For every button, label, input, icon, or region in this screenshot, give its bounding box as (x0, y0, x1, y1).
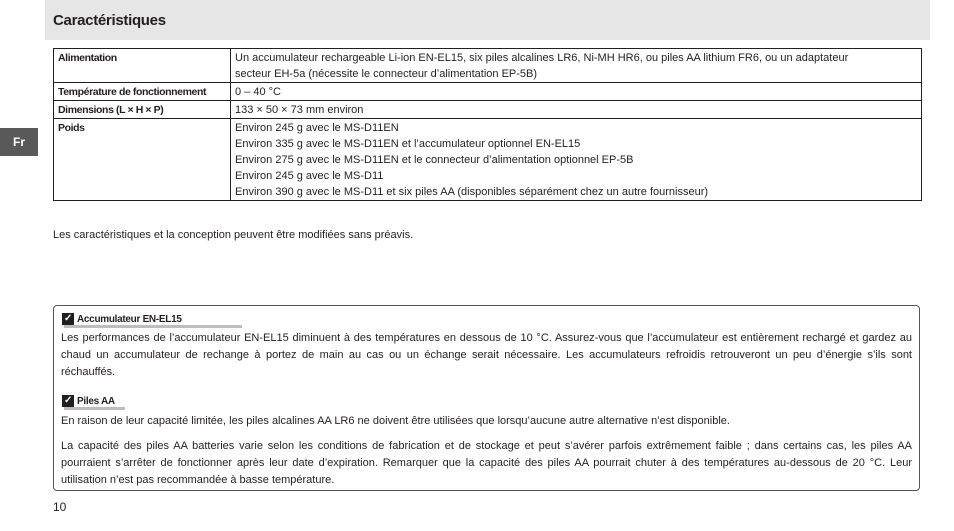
spec-value (231, 101, 922, 119)
spec-label: Alimentation (54, 49, 231, 83)
header-bar (45, 0, 930, 40)
note-text: La capacité des piles AA batteries varie selon les conditions de fabrication et de stockage et peut s’avérer parfois extrêmement faible ; dans certains cas, les piles AA pourraient s’arrêter de fonctionner après leur date d’expiration. Remarquer que la capacité des piles AA pourrait chuter à des températures au-dessous de 20 °C. Leur utilisation n’est pas recommandée à basse température. (61, 440, 912, 486)
page-number: 10 (53, 500, 67, 514)
table-row (54, 119, 922, 201)
table-row (54, 101, 922, 119)
spec-label: Poids (54, 119, 231, 201)
spec-value (231, 119, 922, 201)
note-heading-label: Piles AA (77, 395, 115, 407)
spec-value-line: Environ 390 g avec le MS-D11 et six piles AA (disponibles séparément chez un autre fournisseur) (235, 186, 709, 198)
spec-value (231, 49, 922, 83)
spec-value-line: Environ 245 g avec le MS-D11 (235, 170, 384, 182)
spec-label: Température de fonctionnement (54, 83, 231, 101)
page-title: Caractéristiques (53, 12, 166, 29)
spec-value-line: Environ 245 g avec le MS-D11EN (235, 122, 399, 134)
footnote: Les caractéristiques et la conception peuvent être modifiées sans préavis. (53, 229, 414, 241)
heading-underline (64, 407, 125, 410)
check-icon: ✓ (63, 395, 73, 406)
heading-underline (64, 325, 242, 328)
table-row (54, 49, 922, 83)
spec-value (231, 83, 922, 101)
language-tab: Fr (0, 128, 38, 156)
note-heading-accumulateur (62, 313, 182, 325)
note-text: En raison de leur capacité limitée, les piles alcalines AA LR6 ne doivent être utilisées que lorsqu’aucune autre alternative n’est disponible. (61, 415, 730, 427)
spec-value-line: Environ 335 g avec le MS-D11EN et l’accumulateur optionnel EN-EL15 (235, 138, 581, 150)
spec-value-line: 133 × 50 × 73 mm environ (235, 104, 364, 116)
spec-value-line: Environ 275 g avec le MS-D11EN et le connecteur d’alimentation optionnel EP-5B (235, 154, 634, 166)
check-icon: ✓ (63, 313, 73, 324)
spec-value-line: secteur EH-5a (nécessite le connecteur d’alimentation EP-5B) (235, 68, 538, 80)
spec-value-line: 0 – 40 °C (235, 86, 281, 98)
spec-label: Dimensions (L × H × P) (54, 101, 231, 119)
spec-value-line: Un accumulateur rechargeable Li-ion EN-EL15, six piles alcalines LR6, Ni-MH HR6, ou piles AA lithium FR6, ou un adaptateur (235, 52, 849, 64)
specifications-table (53, 48, 922, 201)
table-row (54, 83, 922, 101)
notes-box (53, 305, 920, 491)
note-heading-piles (62, 395, 115, 407)
note-heading-label: Accumulateur EN-EL15 (77, 313, 182, 325)
note-text: Les performances de l’accumulateur EN-EL15 diminuent à des températures en dessous de 10 °C. Assurez-vous que l’accumulateur est entièrement rechargé et gardez au chaud un accumulateur de rechange à portez de main au cas ou un échange serait nécessaire. Les accumulateurs refroidis retrouveront un peu d’énergie s’ils sont réchauffés. (61, 332, 912, 378)
